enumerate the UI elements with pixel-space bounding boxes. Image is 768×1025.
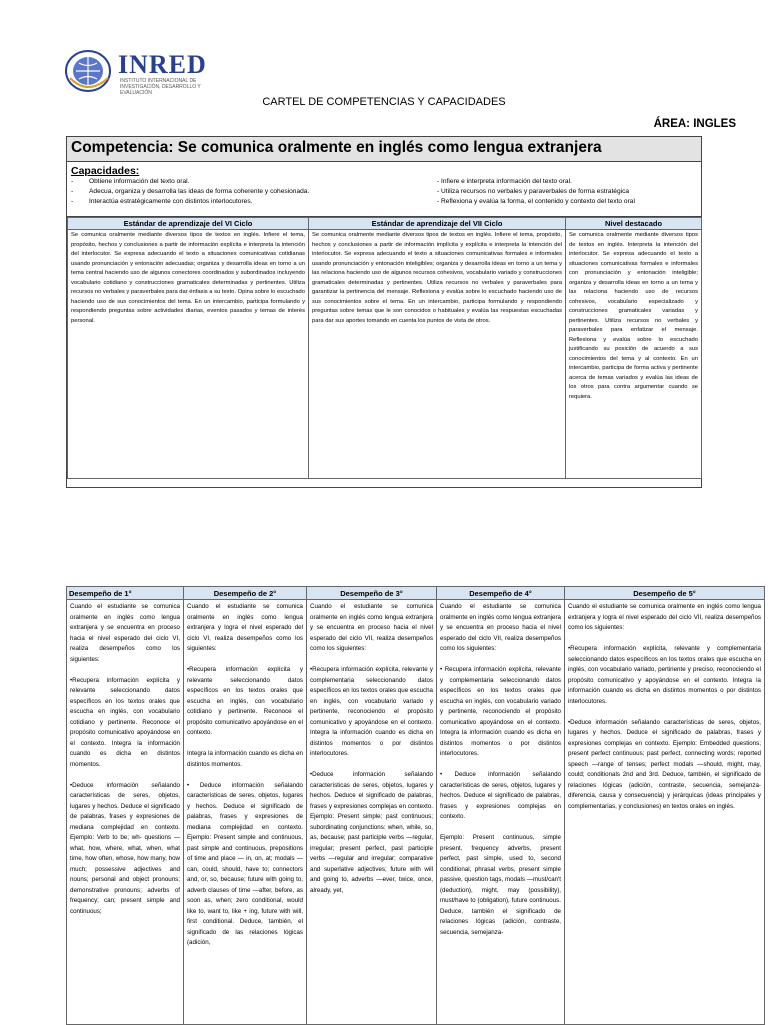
capacidades-left-list [71,177,309,207]
performance-header-5: Desempeño de 5° [565,587,765,600]
competencia-box [66,136,702,488]
document-title: CARTEL DE COMPETENCIAS Y CAPACIDADES [262,96,506,108]
capacidad-item: - Infiere e interpreta información del texto oral. [437,178,572,185]
performance-cell-3: Cuando el estudiante se comunica oralmente en inglés como lengua extranjera y se encuentra en proceso hacia el nivel esperado del ciclo VII, realiza desempeños como los siguientes: •Recupera información explícita, relevante y complementaria seleccionando datos específicos en los textos orales que escucha en inglés, con vocabulario variado y pertinente, reconociendo el propósito comunicativo y apoyándose en el contexto. Integra la información cuando es dicha en distintos momentos o por distintos interlocutores. •Deduce información señalando características de seres, objetos, lugares y hechos. Deduce el significado de palabras, frases y expresiones complejas en contexto. Ejemplo: Present simple; past continuous; subordinating conjunctions: when, while, so, as, because; past participle verbs —regular, irregular; present perfect, past participle verbs —regular and irregular; comparative and superlative adjectives; future with will and going to, adverbs —ever, twice, once, already, yet, [307,600,437,1025]
capacidad-item: - Reflexiona y evalúa la forma, el contenido y contexto del texto oral [437,198,635,205]
capacidad-item: - Interactúa estratégicamente con distintos interlocutores. [71,198,253,205]
capacidad-item: - Adecua, organiza y desarrolla las ideas de forma coherente y cohesionada. [71,188,310,195]
capacidades-heading: Capacidades: [71,165,140,177]
performance-cell-2: Cuando el estudiante se comunica oralmente en inglés como lengua extranjera y logra el nivel esperado del ciclo VI, realiza desempeños como los siguientes: •Recupera información explícita y relevante seleccionando datos específicos en los textos orales que escucha en inglés, con vocabulario cotidiano y pertinente. Reconoce el propósito comunicativo apoyándose en el contexto. Integra la información cuando es dicha en distintos momentos. • Deduce información señalando características de seres, objetos, lugares y hechos. Deduce el significado de palabras, frases y expresiones de mediana complejidad en contexto. Ejemplo: Present simple and continuous, past simple and continuous, prepositions of time and place — in, on, at; modals — can, could, should, have to; connectors and, or, so, because; future with going to, adverb clauses of time —after, before, as soon as, when; zero conditional, would like to, want to, like + ing, future with will, first conditional. Deduce, también, el significado de las relaciones lógicas (adición, [184,600,307,1025]
performance-header-2: Desempeño de 2° [184,587,307,600]
standard-cell-destacado: Se comunica oralmente mediante diversos tipos de textos en inglés. Interpreta la intención del interlocutor. Se expresa adecuando el texto a situaciones comunicativas formales e informales con pronunciación y entonación inteligible; organiza y desarrolla ideas en torno a un tema y las relaciona haciendo uso de recursos cohesivos, vocabulario especializado y construcciones gramaticales variadas y pertinentes. Utiliza recursos no verbales y paraverbales para enfatizar el mensaje. Reflexiona y evalúa sobre lo escuchado justificando su posición de acuerdo a sus conocimientos del tema y al contexto. En un intercambio, participa de forma activa y pertinente acerca de temas variados y evalúa las ideas de los otros para contra argumentar cuando se requiera. [566,230,702,479]
standard-header-vi: Estándar de aprendizaje del VI Ciclo [68,218,309,230]
area-label: ÁREA: INGLES [653,118,736,130]
inred-logo [64,46,214,96]
capacidad-item: - Utiliza recursos no verbales y paraverbales de forma estratégica [437,188,630,195]
globe-logo-icon [64,48,116,94]
performance-cell-4: Cuando el estudiante se comunica oralmente en inglés como lengua extranjera y se encuentra en proceso hacia el nivel esperado del ciclo VII, realiza desempeños como los siguientes: • Recupera información explícita, relevante y complementaria seleccionando datos específicos en los textos orales que escucha en inglés, con vocabulario variado y pertinente, reconociendo el propósito comunicativo apoyándose en el contexto. Integra la información cuando es dicha en distintos momentos o por distintos interlocutores. • Deduce información señalando características de seres, objetos, lugares y hechos. Deduce el significado de palabras, frases y expresiones complejas en contexto. Ejemplo: Present continuous, simple present, frequency adverbs, present perfect, past simple, used to, second conditional, phrasal verbs, present simple passive, question tags, modals —must/can't (deduction), might, may (possibility), must/have to (obligation), future continuous. Deduce, también el significado de relaciones lógicas (adición, contraste, secuencia, semejanza- [437,600,565,1025]
performance-cell-1: Cuando el estudiante se comunica oralmente en inglés como lengua extranjera y se encuentra en proceso hacia el nivel esperado del ciclo VI, realiza desempeños como los siguientes: •Recupera información explícita y relevante seleccionando datos específicos en los textos orales que escucha en inglés, con vocabulario cotidiano y pertinente. Reconoce el propósito comunicativo apoyándose en el contexto. Integra la información cuando es dicha en distintos momentos. •Deduce información señalando características de seres, objetos, lugares y hechos. Deduce el significado de palabras, frases y expresiones de mediana complejidad en contexto. Ejemplo: Verb to be; wh- questions —what, how, where, what, when, what time, how often, whose, how many, how much; possessive adjectives and nouns; personal and object pronouns; demonstrative pronouns; adverbs of frequency; can; present simple and continuous; [67,600,184,1025]
capacidad-item: - Obtiene información del texto oral. [71,178,190,185]
logo-name: INRED [118,50,207,79]
standards-table [67,217,702,479]
standard-header-destacado: Nivel destacado [566,218,702,230]
performance-table [66,586,765,1025]
capacidades-right-list [437,177,635,207]
performance-header-1: Desempeño de 1° [67,587,184,600]
standard-cell-vii: Se comunica oralmente mediante diversos tipos de textos en inglés. Infiere el tema, propósito, hechos y conclusiones a partir de información implícita y explícita e interpreta la intención del interlocutor. Se expresa adecuando el texto a situaciones comunicativas formales e informales usando pronunciación y entonación inteligibles; organiza y desarrolla ideas en torno a un tema y las relaciona haciendo uso de algunos recursos cohesivos, vocabulario variado y construcciones gramaticales determinadas y pertinentes. Utiliza recursos no verbales y paraverbales para garantizar la pertinencia del mensaje. Reflexiona y evalúa sobre lo escuchado haciendo uso de sus conocimientos sobre el tema. En un intercambio, participa formulando y respondiendo preguntas sobre temas que le son conocidos o habituales y evalúa las respuestas escuchadas para dar sus aportes tomando en cuenta los puntos de vista de otros. [309,230,566,479]
standard-header-vii: Estándar de aprendizaje del VII Ciclo [309,218,566,230]
competencia-title: Competencia: Se comunica oralmente en inglés como lengua extranjera [67,137,701,162]
performance-header-4: Desempeño de 4° [437,587,565,600]
performance-cell-5: Cuando el estudiante se comunica oralmente en inglés como lengua extranjera y logra el nivel esperado del ciclo VII, realiza desempeños como los siguientes: •Recupera información explícita, relevante y complementaria seleccionando datos específicos en los textos orales que escucha en inglés, con vocabulario variado, pertinente y preciso, reconociendo el propósito comunicativo y apoyándose en el contexto. Integra la información cuando es dicha en distintos momentos o por distintos interlocutores. •Deduce información señalando características de seres, objetos, lugares y hechos. Deduce el significado de palabras, frases y expresiones complejas en contexto. Ejemplo: Embedded questions; present perfect continuous; past perfect, connecting words; reported speech —range of tenses; perfect modals —should, might, may, could; conditionals 2nd and 3rd. Deduce, también, el significado de relaciones lógicas (adición, contraste, secuencia, semejanza-diferencia, causa y consecuencia) y jerárquicas (ideas principales y complementarias, y conclusiones) en textos orales en inglés. [565,600,765,1025]
capacidades-section [67,162,701,217]
performance-header-3: Desempeño de 3° [307,587,437,600]
logo-subtitle: INSTITUTO INTERNACIONAL DE INVESTIGACIÓN, DESARROLLO Y EVALUACIÓN [120,78,201,96]
standard-cell-vi: Se comunica oralmente mediante diversos tipos de textos en inglés. Infiere el tema, propósito, hechos y conclusiones a partir de información explícita e interpreta la intención del interlocutor. Se expresa adecuando el texto a situaciones comunicativas cotidianas usando pronunciación y entonación adecuadas; organiza y desarrolla ideas en torno a un tema central haciendo uso de algunos conectores coordinados y subordinados incluyendo vocabulario cotidiano y construcciones gramaticales determinadas y pertinentes. Utiliza recursos no verbales y paraverbales para dar énfasis a su texto. Opina sobre lo escuchado haciendo uso de sus conocimientos del tema. En un intercambio, participa formulando y respondiendo preguntas sobre actividades diarias, eventos pasados y temas de interés personal. [68,230,309,479]
